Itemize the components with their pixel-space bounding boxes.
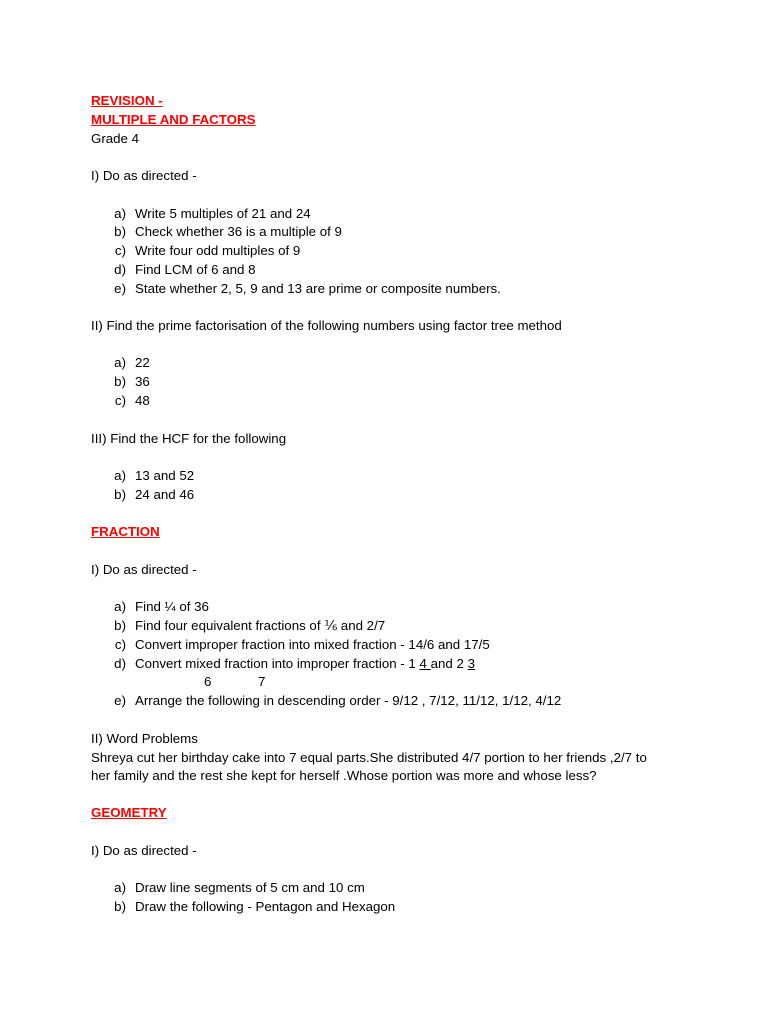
item-label: b) <box>114 618 126 633</box>
list-item: Find four equivalent fractions of ⅙ and 2/7 <box>135 618 386 633</box>
section-title: II) Word Problems <box>91 731 198 746</box>
item-label: c) <box>114 243 126 258</box>
list-item: 24 and 46 <box>135 487 195 502</box>
list-item: 48 <box>135 393 150 408</box>
item-label: b) <box>114 487 126 502</box>
list-item-mixed-fraction <box>135 656 475 672</box>
item-text: and 2 <box>430 656 468 671</box>
item-label: a) <box>114 355 126 370</box>
geometry-heading: GEOMETRY <box>91 805 167 820</box>
list-item: Write 5 multiples of 21 and 24 <box>135 206 311 221</box>
list-item: 13 and 52 <box>135 468 195 483</box>
fraction-heading: FRACTION <box>91 524 160 539</box>
list-item: State whether 2, 5, 9 and 13 are prime or composite numbers. <box>135 281 501 296</box>
word-problem-line: Shreya cut her birthday cake into 7 equal parts.She distributed 4/7 portion to her friends ,2/7 to <box>91 750 647 765</box>
item-label: b) <box>114 899 126 914</box>
item-label: a) <box>114 880 126 895</box>
item-label: a) <box>114 206 126 221</box>
word-problem-line: her family and the rest she kept for herself .Whose portion was more and whose less? <box>91 768 597 783</box>
denominator: 6 <box>204 674 212 689</box>
list-item: Write four odd multiples of 9 <box>135 243 301 258</box>
revision-heading: REVISION - <box>91 93 163 108</box>
list-item: Find ¼ of 36 <box>135 599 209 614</box>
item-label: a) <box>114 599 126 614</box>
section-title: I) Do as directed - <box>91 562 197 577</box>
list-item: Find LCM of 6 and 8 <box>135 262 256 277</box>
list-item: 36 <box>135 374 150 389</box>
numerator: 4 <box>419 656 431 671</box>
item-label: e) <box>114 281 126 296</box>
section-title: II) Find the prime factorisation of the following numbers using factor tree method <box>91 318 562 333</box>
denominator: 7 <box>258 674 266 689</box>
item-label: d) <box>114 262 126 277</box>
item-label: b) <box>114 224 126 239</box>
list-item: Check whether 36 is a multiple of 9 <box>135 224 342 239</box>
grade-label: Grade 4 <box>91 131 140 146</box>
item-text: Convert mixed fraction into improper fraction - 1 <box>135 656 420 671</box>
section-title: III) Find the HCF for the following <box>91 431 287 446</box>
multiples-factors-heading: MULTIPLE AND FACTORS <box>91 112 256 127</box>
section-title: I) Do as directed - <box>91 843 197 858</box>
item-label: d) <box>114 656 126 671</box>
list-item: 22 <box>135 355 150 370</box>
numerator: 3 <box>467 656 476 671</box>
item-label: e) <box>114 693 126 708</box>
item-label: a) <box>114 468 126 483</box>
list-item: Draw line segments of 5 cm and 10 cm <box>135 880 365 895</box>
item-label: c) <box>114 393 126 408</box>
list-item: Convert improper fraction into mixed fraction - 14/6 and 17/5 <box>135 637 490 652</box>
list-item: Arrange the following in descending order - 9/12 , 7/12, 11/12, 1/12, 4/12 <box>135 693 562 708</box>
item-label: b) <box>114 374 126 389</box>
item-label: c) <box>114 637 126 652</box>
list-item: Draw the following - Pentagon and Hexagon <box>135 899 396 914</box>
section-title: I) Do as directed - <box>91 168 197 183</box>
